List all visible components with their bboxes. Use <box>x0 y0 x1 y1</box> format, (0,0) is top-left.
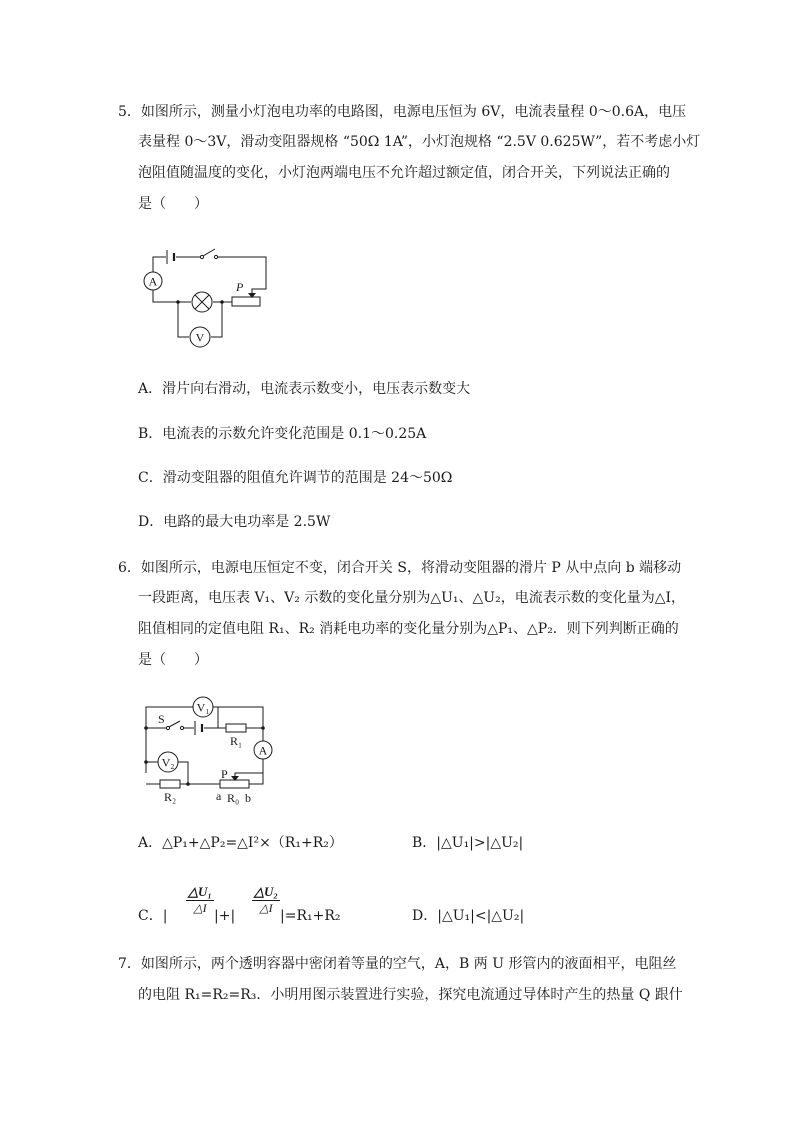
q5-option-d: D．电路的最大电功率是 2.5W <box>138 514 331 530</box>
q7-line-1: 7．如图所示，两个透明容器中密闭着等量的空气，A，B 两 U 形管内的液面相平，电阻丝 <box>118 956 677 972</box>
q6-line-4: 是（ ） <box>138 652 208 668</box>
q6-line-2: 一段距离，电压表 V₁、V₂ 示数的变化量分别为△U₁、△U₂，电流表示数的变化量为△I， <box>138 590 685 606</box>
rheostat-r0-icon <box>220 780 249 788</box>
switch-label: S <box>158 712 165 726</box>
q6-option-d: D．|△U₁|<|△U₂| <box>412 908 525 924</box>
q6-line-3: 阻值相同的定值电阻 R₁、R₂ 消耗电功率的变化量分别为△P₁、△P₂．则下列判断正确的 <box>138 621 679 637</box>
q6-option-c-fraction-1 <box>186 884 214 916</box>
end-a-label: a <box>216 789 222 803</box>
q6-option-a: A．△P₁+△P₂=△I²×（R₁+R₂） <box>138 835 343 851</box>
end-b-label: b <box>245 791 251 805</box>
slider-label: P <box>221 767 228 781</box>
q6-option-c-fraction-2 <box>252 884 280 916</box>
q6-circuit-diagram <box>138 695 278 805</box>
q5-circuit-diagram <box>138 245 298 355</box>
q5-option-b: B．电流表的示数允许变化范围是 0.1～0.25A <box>138 426 427 442</box>
v2-label: V₂ <box>161 755 175 770</box>
slider-label: P <box>236 280 244 294</box>
q7-line-2: 的电阻 R₁=R₂=R₃．小明用图示装置进行实验，探究电流通过导体时产生的热量 Q 跟什 <box>138 987 683 1003</box>
r1-label: R₁ <box>230 734 243 748</box>
q5-line-4: 是（ ） <box>138 196 208 212</box>
q6-line-1: 6．如图所示，电源电压恒定不变，闭合开关 S，将滑动变阻器的滑片 P 从中点向 b 端移动 <box>118 560 682 576</box>
q6-option-c-prefix: C．| <box>138 908 168 924</box>
lamp-icon <box>192 292 212 312</box>
resistor-r1-icon <box>226 724 246 732</box>
q5-option-c: C．滑动变阻器的阻值允许调节的范围是 24～50Ω <box>138 470 453 486</box>
v1-label: V₁ <box>196 700 210 715</box>
battery-icon <box>167 250 174 264</box>
q6-option-b: B．|△U₁|>|△U₂| <box>412 835 524 851</box>
battery-icon <box>195 721 202 735</box>
q5-option-a: A．滑片向右滑动，电流表示数变小，电压表示数变大 <box>138 381 471 397</box>
ammeter-label: A <box>148 274 158 289</box>
q5-line-2: 表量程 0～3V，滑动变阻器规格 “50Ω 1A”，小灯泡规格 “2.5V 0.625W”，若不考虑小灯 <box>138 134 701 150</box>
frac1-denominator: △I <box>193 901 207 915</box>
frac1-numerator: △U₁ <box>188 884 212 899</box>
q5-line-1: 5．如图所示，测量小灯泡电功率的电路图，电源电压恒为 6V，电流表量程 0～0.6A，电压 <box>118 104 687 120</box>
voltmeter-label: V <box>195 330 205 345</box>
q6-option-c-suffix: |=R₁+R₂ <box>280 908 341 924</box>
r2-label: R₂ <box>164 790 177 804</box>
frac2-numerator: △U₂ <box>254 884 278 899</box>
resistor-r2-icon <box>160 780 180 788</box>
ammeter-label: A <box>258 743 268 758</box>
q6-option-c-mid: |+| <box>214 908 236 924</box>
q5-line-3: 泡阻值随温度的变化，小灯泡两端电压不允许超过额定值，闭合开关，下列说法正确的 <box>138 165 670 181</box>
r0-label: R₀ <box>227 791 240 805</box>
rheostat-icon <box>232 297 260 306</box>
frac2-denominator: △I <box>259 901 273 915</box>
